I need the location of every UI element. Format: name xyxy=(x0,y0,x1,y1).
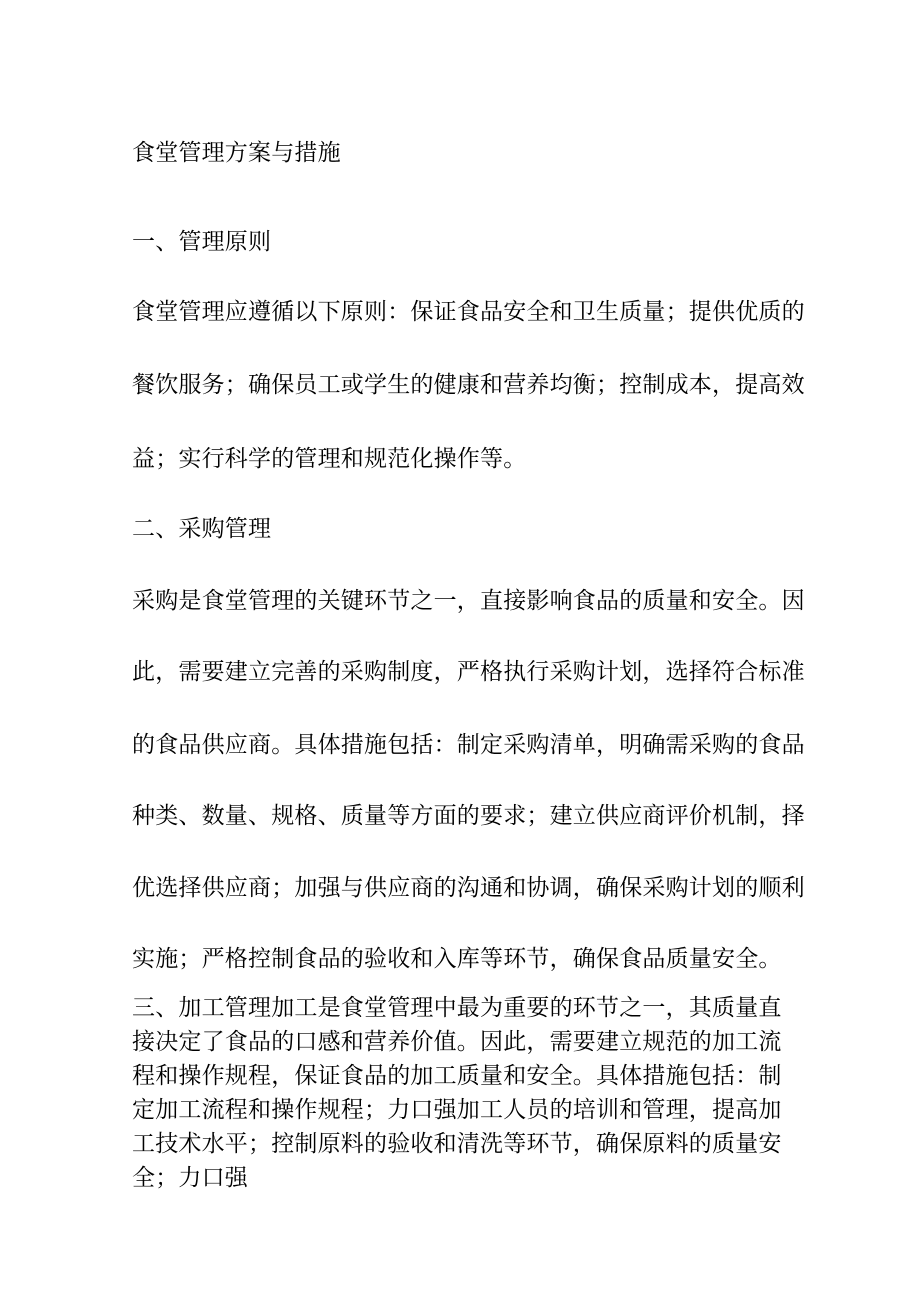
section-2-heading: 二、采购管理 xyxy=(132,516,272,542)
document-title: 食堂管理方案与措施 xyxy=(132,140,341,166)
section-2-line-6: 实施；严格控制食品的验收和入库等环节，确保食品质量安全。 xyxy=(132,946,782,972)
section-2-line-5: 优选择供应商；加强与供应商的沟通和协调，确保采购计划的顺利 xyxy=(132,875,805,901)
section-1-heading: 一、管理原则 xyxy=(132,229,272,255)
section-3-paragraph: 三、加工管理加工是食堂管理中最为重要的环节之一，其质量直接决定了食品的口感和营养价值。因此，需要建立规范的加工流程和操作规程，保证食品的加工质量和安全。具体措施包括：制定加工流程和操作规程；力口强加工人员的培训和管理，提高加工技术水平；控制原料的验收和清洗等环节，确保原料的质量安全；力口强 xyxy=(132,995,782,1191)
section-1-line-1: 食堂管理应遵循以下原则：保证食品安全和卫生质量；提供优质的 xyxy=(132,299,805,325)
section-1-line-3: 益；实行科学的管理和规范化操作等。 xyxy=(132,446,527,472)
section-2-line-4: 种类、数量、规格、质量等方面的要求；建立供应商评价机制，择 xyxy=(132,803,805,829)
section-2-line-1: 采购是食堂管理的关键环节之一，直接影响食品的质量和安全。因 xyxy=(132,588,805,614)
section-2-line-3: 的食品供应商。具体措施包括：制定采购清单，明确需采购的食品 xyxy=(132,732,805,758)
section-1-line-2: 餐饮服务；确保员工或学生的健康和营养均衡；控制成本，提高效 xyxy=(132,372,805,398)
section-2-line-2: 此，需要建立完善的采购制度，严格执行采购计划，选择符合标准 xyxy=(132,659,805,685)
